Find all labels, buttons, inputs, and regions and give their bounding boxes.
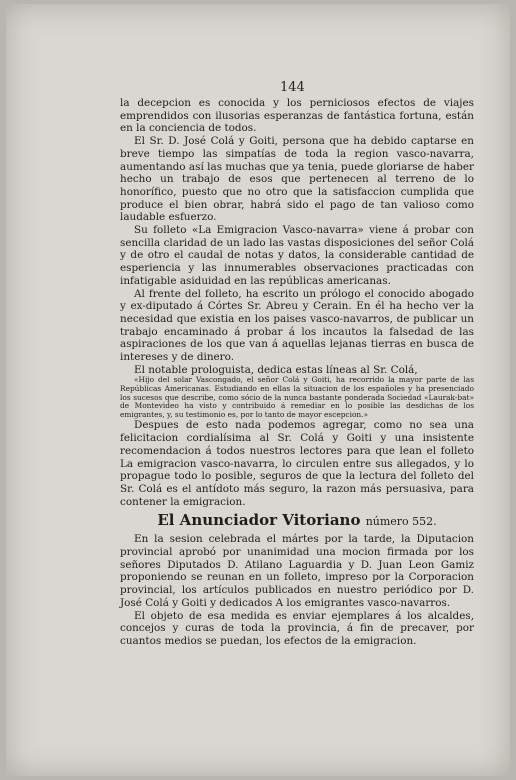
paragraph: Despues de esto nada podemos agregar, como no sea una felicitacion cordialísima al Sr. Colá y Goiti y una insistente recomendacion á todos nuestros lectores para que lean el folleto La emigracion vasco-navarra, lo circulen entre sus allegados, y lo propague todo lo posible, seguros de que la lectura del folleto del Sr. Colá es el antídoto más seguro, la razon más persuasiva, para contener la emigracion. (120, 419, 474, 508)
block-quote: «Hijo del solar Vascongado, el señor Colá y Goiti, ha recorrido la mayor parte de las Repúblicas Americanas. Estudiando en ellas la situacion de los españoles y ha presenciado los sucesos que describe, como sócio de la nunca bastante ponderada Sociedad «Laurak-bat» de Montevideo ha visto y contribuido á remediar en lo posible las desdichas de los emigrantes, y, su testimonio es, por lo tanto de mayor escepcion.» (120, 375, 474, 419)
body-text (120, 97, 474, 648)
page-number: 144 (280, 80, 305, 95)
heading-title: El Anunciador Vitoriano (157, 511, 361, 530)
heading-suffix: número 552. (365, 515, 437, 529)
book-page (6, 4, 510, 776)
section-heading (120, 511, 474, 531)
paragraph: El Sr. D. José Colá y Goiti, persona que ha debido captarse en breve tiempo las simpatías de toda la region vasco-navarra, aumentando así las muchas que ya tenia, puede gloriarse de haber hecho un trabajo de esos que pertenecen al terreno de lo honorífico, puesto que no otro que la satisfaccion cumplida que produce el bien obrar, habrá sido el pago de tan valioso como laudable esfuerzo. (120, 135, 474, 224)
paragraph: El notable prologuista, dedica estas líneas al Sr. Colá, (134, 363, 418, 376)
paragraph: El objeto de esa medida es enviar ejemplares á los alcaldes, concejos y curas de toda la provincia, á fin de precaver, por cuantos medios se puedan, los efectos de la emigracion. (120, 609, 474, 647)
paragraph: la decepcion es conocida y los perniciosos efectos de viajes emprendidos con ilusorias esperanzas de fantástica fortuna, están en la conciencia de todos. (120, 97, 474, 135)
paragraph: Su folleto «La Emigracion Vasco-navarra» viene á probar con sencilla claridad de un lado las vastas disposiciones del señor Colá y de otro el caudal de notas y datos, la considerable cantidad de esperiencia y las innumerables observaciones practicadas con infatigable asiduidad en las repúblicas americanas. (120, 224, 474, 287)
paragraph: Al frente del folleto, ha escrito un prólogo el conocido abogado y ex-diputado á Córtes Sr. Abreu y Cerain. En él ha hecho ver la necesidad que existia en los paises vasco-navarros, de publicar un trabajo encaminado á probar á los incautos la falsedad de las aspiraciones de los que van á aquellas lejanas tierras en busca de intereses y de dinero. (120, 287, 474, 364)
paragraph: En la sesion celebrada el mártes por la tarde, la Diputacion provincial aprobó por unanimidad una mocion firmada por los señores Diputados D. Atilano Laguardia y D. Juan Leon Gamiz proponiendo se reunan en un folleto, impreso por la Corporacion provincial, los artículos publicados en nuestro periódico por D. José Colá y Goiti y dedicados A los emigrantes vasco-navarros. (120, 533, 474, 609)
